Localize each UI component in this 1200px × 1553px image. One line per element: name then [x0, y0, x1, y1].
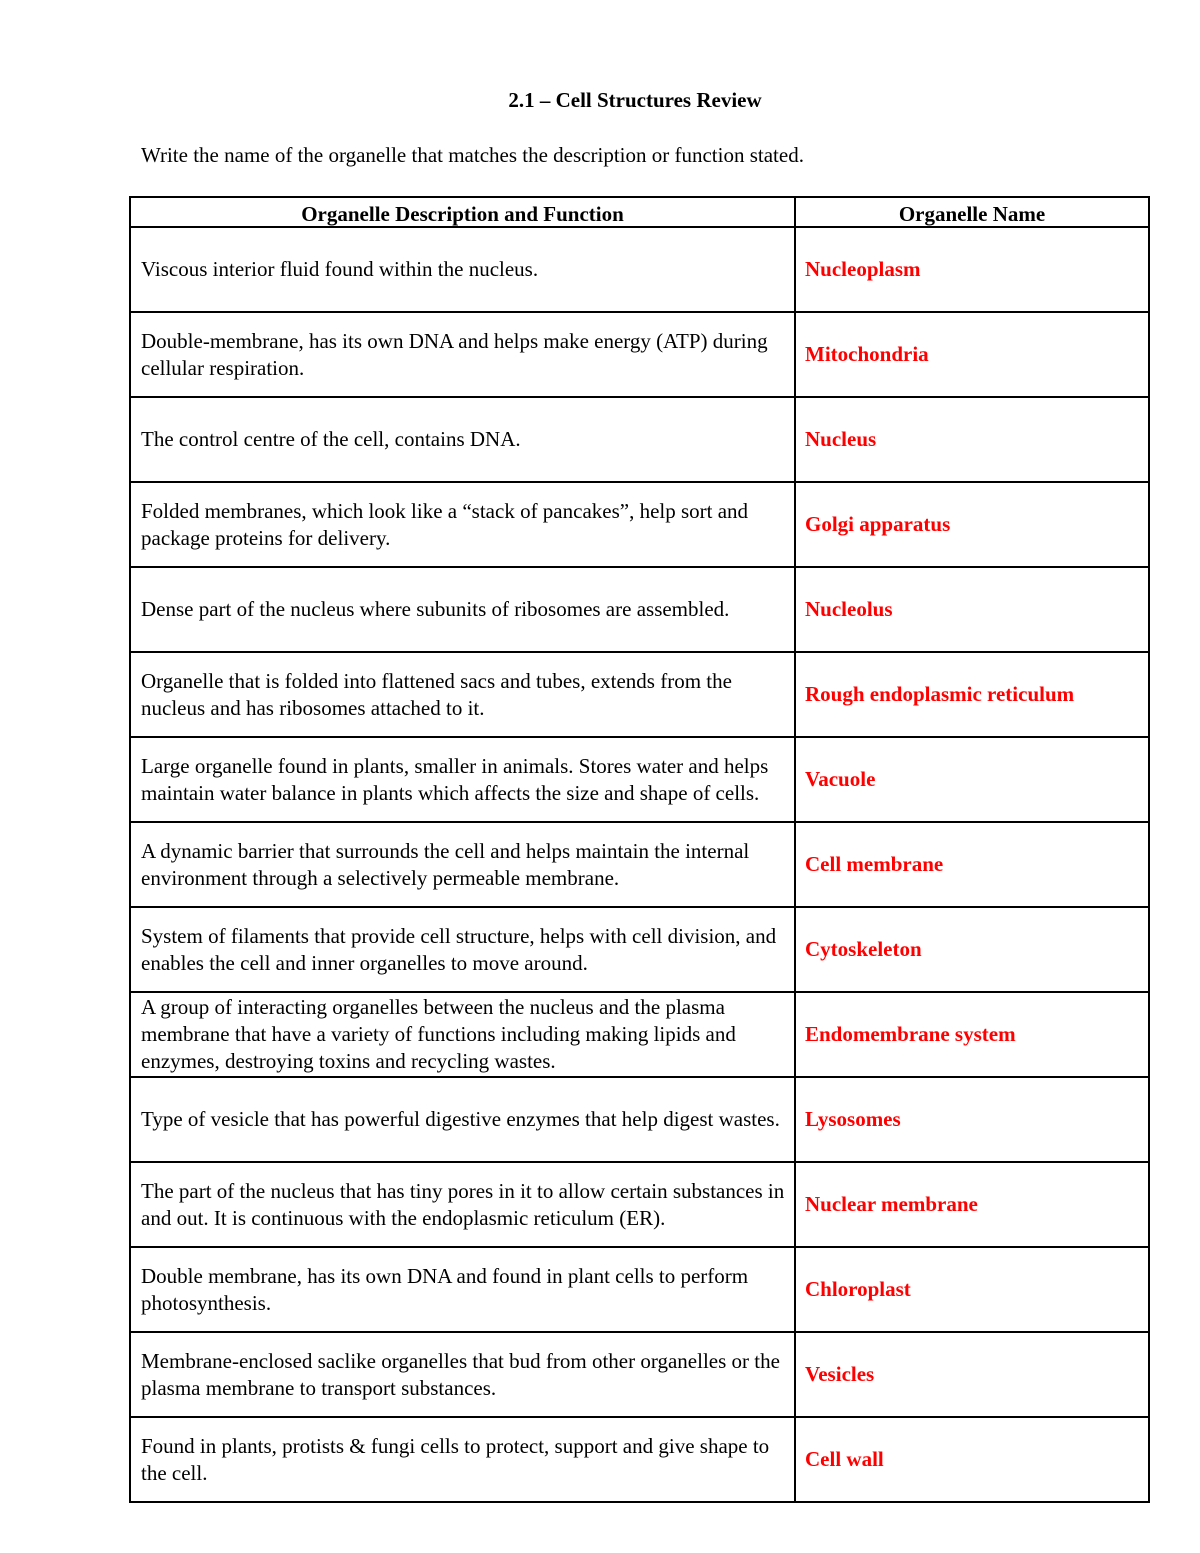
table-row	[130, 1247, 1149, 1332]
table-row	[130, 822, 1149, 907]
table-row	[130, 567, 1149, 652]
organelle-name: Golgi apparatus	[795, 482, 1149, 567]
organelle-name: Cell wall	[795, 1417, 1149, 1502]
table-row	[130, 1332, 1149, 1417]
organelle-description: The part of the nucleus that has tiny pores in it to allow certain substances in and out. It is continuous with the endoplasmic reticulum (ER).	[130, 1162, 795, 1247]
table-row	[130, 992, 1149, 1077]
organelle-name: Cytoskeleton	[795, 907, 1149, 992]
organelle-description: Found in plants, protists & fungi cells to protect, support and give shape to the cell.	[130, 1417, 795, 1502]
organelle-name: Endomembrane system	[795, 992, 1149, 1077]
table-row	[130, 737, 1149, 822]
organelle-description: A group of interacting organelles between the nucleus and the plasma membrane that have a variety of functions including making lipids and enzymes, destroying toxins and recycling wastes.	[130, 992, 795, 1077]
organelle-name: Cell membrane	[795, 822, 1149, 907]
page-title: 2.1 – Cell Structures Review	[508, 88, 762, 112]
header-organelle-name: Organelle Name	[795, 197, 1149, 227]
table-row	[130, 482, 1149, 567]
organelle-description: A dynamic barrier that surrounds the cell and helps maintain the internal environment through a selectively permeable membrane.	[130, 822, 795, 907]
organelle-description: System of filaments that provide cell structure, helps with cell division, and enables the cell and inner organelles to move around.	[130, 907, 795, 992]
organelle-description: Membrane-enclosed saclike organelles that bud from other organelles or the plasma membrane to transport substances.	[130, 1332, 795, 1417]
organelle-name: Nuclear membrane	[795, 1162, 1149, 1247]
organelle-name: Nucleoplasm	[795, 227, 1149, 312]
table-row	[130, 1077, 1149, 1162]
table-row	[130, 227, 1149, 312]
table-row	[130, 1162, 1149, 1247]
organelle-name: Nucleolus	[795, 567, 1149, 652]
organelle-description: Dense part of the nucleus where subunits of ribosomes are assembled.	[130, 567, 795, 652]
header-description: Organelle Description and Function	[130, 197, 795, 227]
organelle-name: Vacuole	[795, 737, 1149, 822]
table-row	[130, 652, 1149, 737]
organelle-description: Organelle that is folded into flattened sacs and tubes, extends from the nucleus and has ribosomes attached to it.	[130, 652, 795, 737]
organelle-name: Rough endoplasmic reticulum	[795, 652, 1149, 737]
organelle-description: The control centre of the cell, contains DNA.	[130, 397, 795, 482]
table-row	[130, 312, 1149, 397]
table-row	[130, 1417, 1149, 1502]
organelle-table	[129, 196, 1150, 1503]
organelle-description: Folded membranes, which look like a “stack of pancakes”, help sort and package proteins for delivery.	[130, 482, 795, 567]
organelle-description: Type of vesicle that has powerful digestive enzymes that help digest wastes.	[130, 1077, 795, 1162]
organelle-name: Nucleus	[795, 397, 1149, 482]
organelle-name: Chloroplast	[795, 1247, 1149, 1332]
organelle-name: Vesicles	[795, 1332, 1149, 1417]
instruction-text: Write the name of the organelle that matches the description or function stated.	[141, 143, 804, 167]
table-header-row	[130, 197, 1149, 227]
table-row	[130, 907, 1149, 992]
organelle-name: Lysosomes	[795, 1077, 1149, 1162]
organelle-name: Mitochondria	[795, 312, 1149, 397]
table-row	[130, 397, 1149, 482]
organelle-description: Viscous interior fluid found within the nucleus.	[130, 227, 795, 312]
organelle-description: Double membrane, has its own DNA and found in plant cells to perform photosynthesis.	[130, 1247, 795, 1332]
organelle-description: Large organelle found in plants, smaller in animals. Stores water and helps maintain water balance in plants which affects the size and shape of cells.	[130, 737, 795, 822]
organelle-description: Double-membrane, has its own DNA and helps make energy (ATP) during cellular respiration.	[130, 312, 795, 397]
